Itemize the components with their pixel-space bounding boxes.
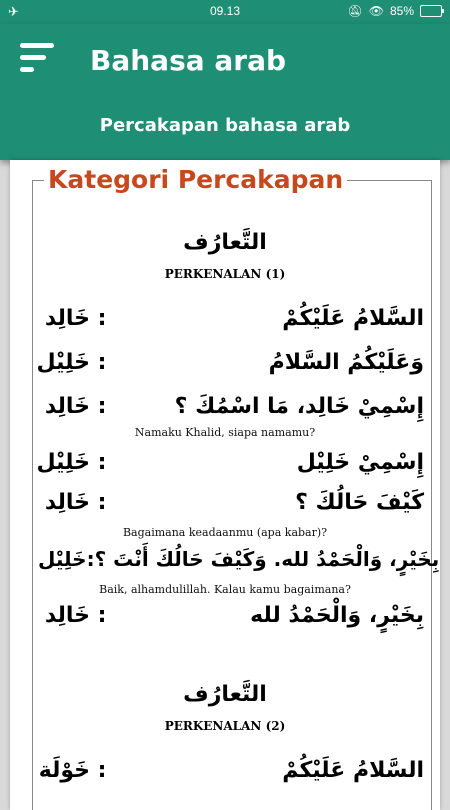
status-bar xyxy=(0,0,450,24)
dialog-line xyxy=(38,350,424,375)
section-label: PERKENALAN (2) xyxy=(164,719,286,733)
speaker-name: خَالِد xyxy=(44,490,90,515)
colon: : xyxy=(97,758,107,783)
colon: : xyxy=(97,350,107,375)
speaker-name: خَالِد xyxy=(44,394,90,419)
speech-text: إِسْمِيْ خَالِد، مَا اسْمُكَ ؟ xyxy=(174,394,424,419)
status-icons xyxy=(348,4,443,18)
app-bar xyxy=(0,24,450,160)
battery-percent: 85% xyxy=(389,4,414,18)
dialog-line xyxy=(38,490,424,515)
eye-icon: 👁︎ xyxy=(368,4,384,18)
speech-text: بِخَيْرٍ، وَالْحَمْدُ لله xyxy=(250,603,424,628)
menu-icon[interactable] xyxy=(18,40,58,76)
menu-icon-bar xyxy=(20,55,46,60)
status-time: 09.13 xyxy=(209,4,241,18)
menu-icon-bar xyxy=(20,43,54,48)
speaker-name: خَوْلَة xyxy=(38,758,90,783)
menu-icon-bar xyxy=(20,67,34,72)
content-page xyxy=(10,160,440,810)
speech-text: إِسْمِيْ خَلِيْل xyxy=(296,450,424,475)
airplane-icon: ✈ xyxy=(8,4,19,19)
speaker-name: خَالِد xyxy=(44,306,90,331)
colon: : xyxy=(97,394,107,419)
dialog-line xyxy=(38,450,424,475)
speech-text: السَّلامُ عَلَيْكُمْ xyxy=(282,306,424,331)
speaker-name: خَلِيْل xyxy=(36,450,90,475)
dialog-line xyxy=(38,603,424,628)
speaker-name: خَلِيْل xyxy=(36,350,90,375)
dialog-line xyxy=(38,758,424,783)
dialog-line xyxy=(38,306,424,331)
translation-text: Namaku Khalid, siapa namamu? xyxy=(134,426,316,439)
speaker-name: خَالِد xyxy=(44,603,90,628)
page-subtitle: Percakapan bahasa arab xyxy=(99,115,351,136)
colon: : xyxy=(86,547,95,571)
dialog-line xyxy=(38,547,440,571)
battery-icon xyxy=(420,5,442,17)
colon: : xyxy=(97,490,107,515)
app-title: Bahasa arab xyxy=(90,44,287,77)
translation-text: Baik, alhamdulillah. Kalau kamu bagaimana? xyxy=(99,583,351,596)
speech-text: وَعَلَيْكُمُ السَّلامُ xyxy=(268,350,424,375)
speech-text: السَّلامُ عَلَيْكُمْ xyxy=(282,758,424,783)
section-label: PERKENALAN (1) xyxy=(164,267,286,281)
section-heading-arabic: التَّعارُف xyxy=(183,230,267,255)
colon: : xyxy=(97,603,107,628)
translation-text: Bagaimana keadaanmu (apa kabar)? xyxy=(122,526,328,539)
category-title: Kategori Percakapan xyxy=(44,165,347,194)
colon: : xyxy=(97,450,107,475)
section-heading-arabic: التَّعارُف xyxy=(183,682,267,707)
speech-text: كَيْفَ حَالُكَ ؟ xyxy=(295,490,424,515)
speech-text: بِخَيْرٍ، وَالْحَمْدُ لله. وَكَيْفَ حَالُكَ أَنْتَ ؟ xyxy=(94,547,440,571)
colon: : xyxy=(97,306,107,331)
mute-icon: 🔕︎ xyxy=(347,4,363,18)
dialog-line xyxy=(38,394,424,419)
speaker-name: خَلِيْل xyxy=(38,547,87,571)
